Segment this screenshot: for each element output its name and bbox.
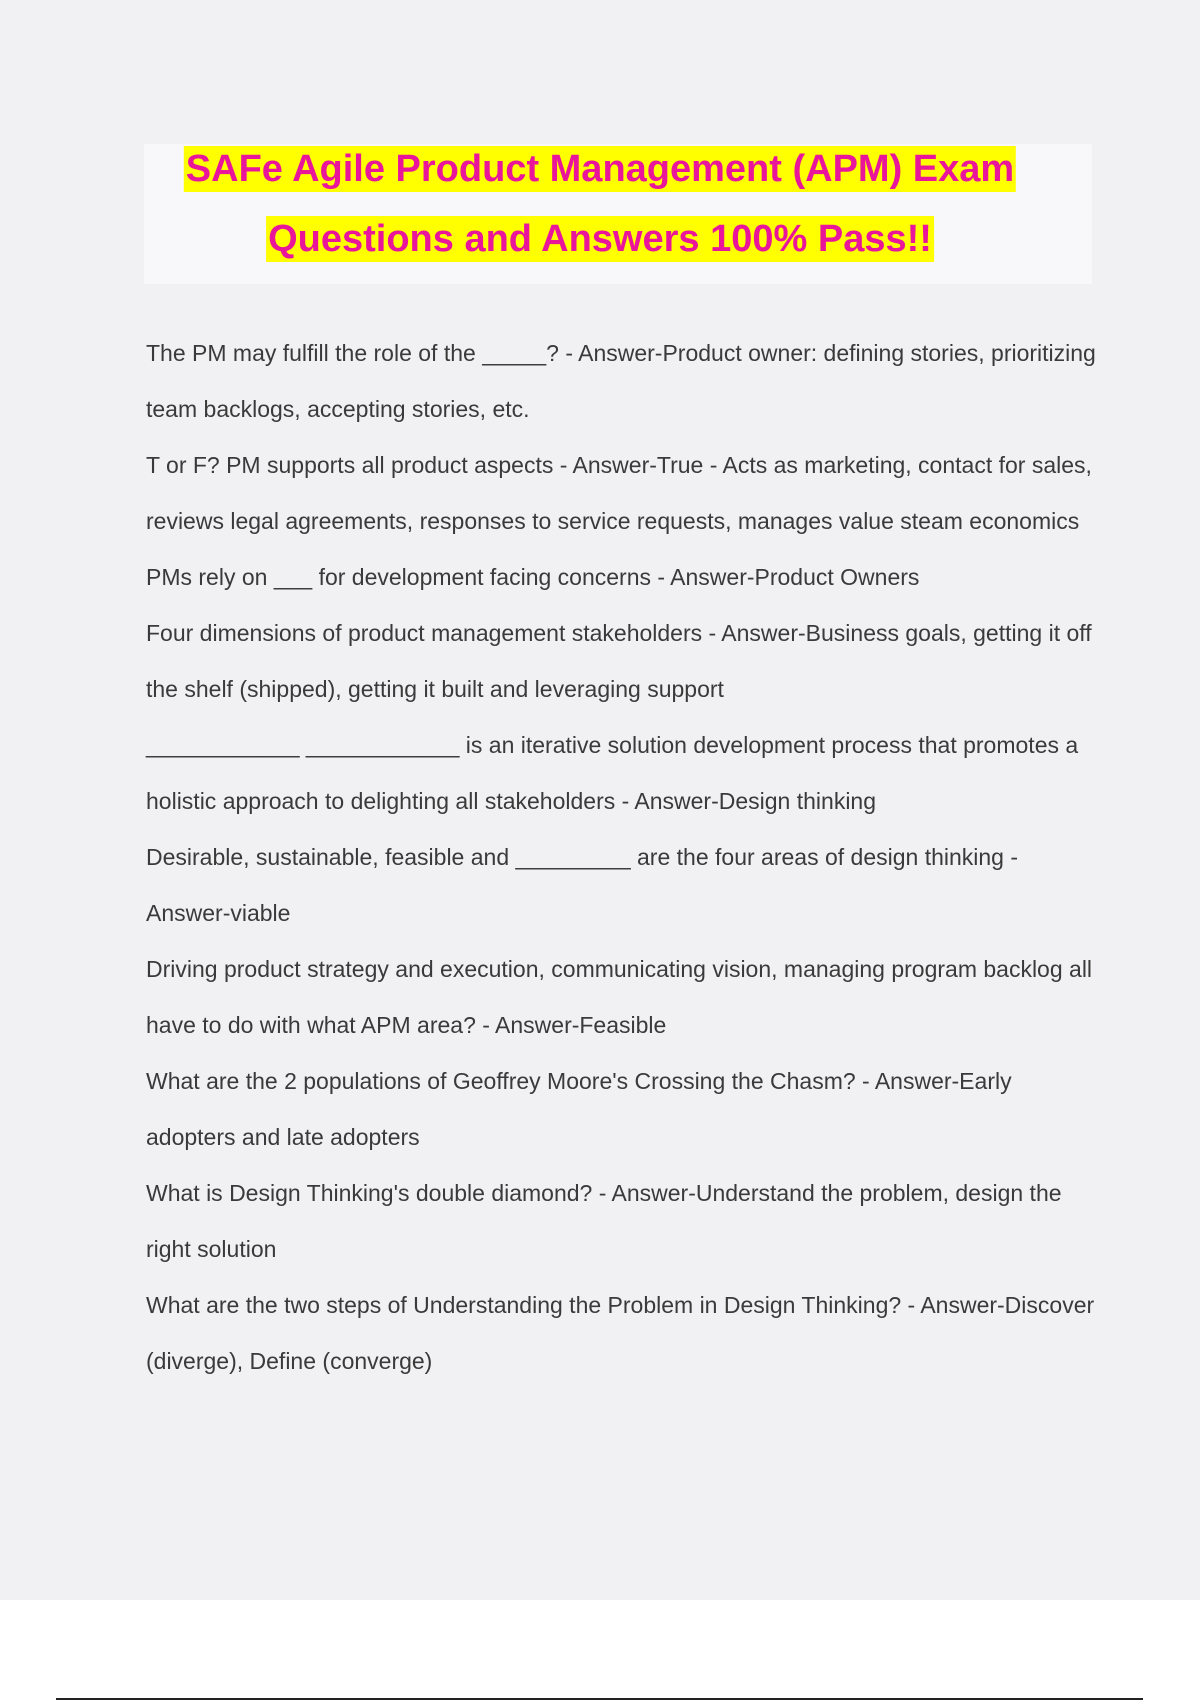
qa-item: What are the two steps of Understanding the Problem in Design Thinking? - Answer-Discover (diverge), Define (converge) — [146, 1292, 1095, 1374]
qa-item: What are the 2 populations of Geoffrey Moore's Crossing the Chasm? - Answer-Early adopters and late adopters — [146, 1068, 1012, 1150]
qa-list — [146, 325, 1096, 1389]
qa-item: PMs rely on ___ for development facing concerns - Answer-Product Owners — [146, 564, 920, 590]
qa-item: Driving product strategy and execution, communicating vision, managing program backlog all have to do with what APM area? - Answer-Feasible — [146, 956, 1093, 1038]
document-title-line-1: SAFe Agile Product Management (APM) Exam — [185, 148, 1015, 190]
qa-item: Desirable, sustainable, feasible and _________ are the four areas of design thinking - Answer-viable — [146, 844, 1019, 926]
qa-item: ____________ ____________ is an iterative solution development process that promotes a holistic approach to delighting all stakeholders - Answer-Design thinking — [146, 732, 1079, 814]
qa-item: Four dimensions of product management stakeholders - Answer-Business goals, getting it off the shelf (shipped), getting it built and leveraging support — [146, 620, 1092, 702]
qa-item: T or F? PM supports all product aspects - Answer-True - Acts as marketing, contact for sales, reviews legal agreements, responses to service requests, manages value steam economics — [146, 452, 1092, 534]
qa-item: What is Design Thinking's double diamond? - Answer-Understand the problem, design the right solution — [146, 1180, 1062, 1262]
document-title-line-2: Questions and Answers 100% Pass!! — [268, 218, 932, 260]
qa-item: The PM may fulfill the role of the _____? - Answer-Product owner: defining stories, prioritizing team backlogs, accepting stories, etc. — [146, 340, 1096, 422]
